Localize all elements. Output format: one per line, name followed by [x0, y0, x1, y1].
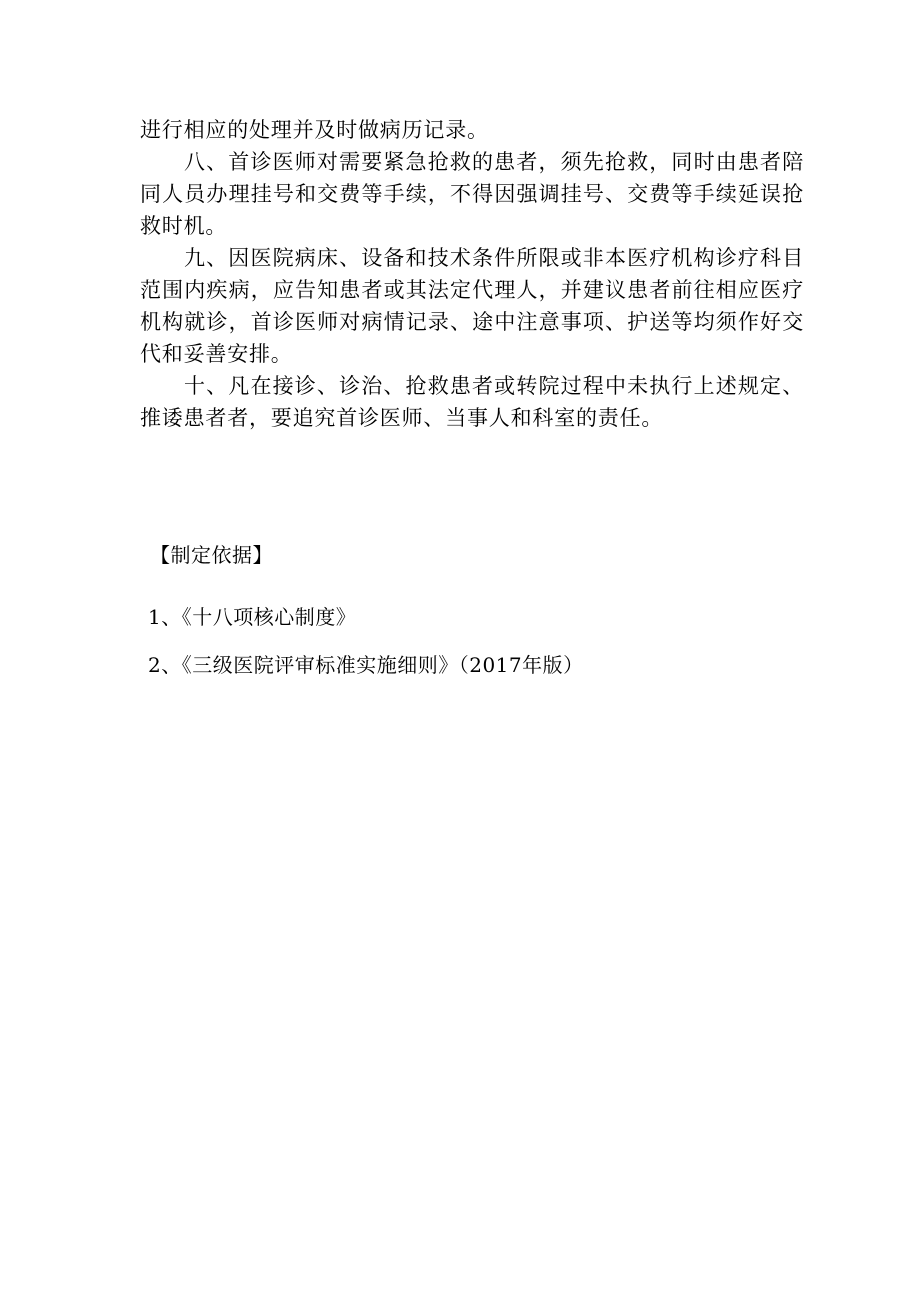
basis-reference-list [148, 602, 584, 698]
basis-heading: 【制定依据】 [150, 543, 273, 567]
paragraph-continuation: 进行相应的处理并及时做病历记录。 [140, 118, 489, 142]
paragraph-item-8: 八、首诊医师对需要紧急抢救的患者，须先抢救，同时由患者陪同人员办理挂号和交费等手续，不得因强调挂号、交费等手续延误抢救时机。 [140, 150, 804, 238]
basis-reference-item: 1、《十八项核心制度》 [148, 605, 357, 629]
paragraph-item-9: 九、因医院病床、设备和技术条件所限或非本医疗机构诊疗科目范围内疾病，应告知患者或其法定代理人，并建议患者前往相应医疗机构就诊，首诊医师对病情记录、途中注意事项、护送等均须作好交代和妥善安排。 [140, 246, 804, 366]
basis-reference-item: 2、《三级医院评审标准实施细则》（2017年版） [148, 653, 584, 677]
paragraph-item-10: 十、凡在接诊、诊治、抢救患者或转院过程中未执行上述规定、推诿患者者，要追究首诊医师、当事人和科室的责任。 [140, 374, 804, 430]
